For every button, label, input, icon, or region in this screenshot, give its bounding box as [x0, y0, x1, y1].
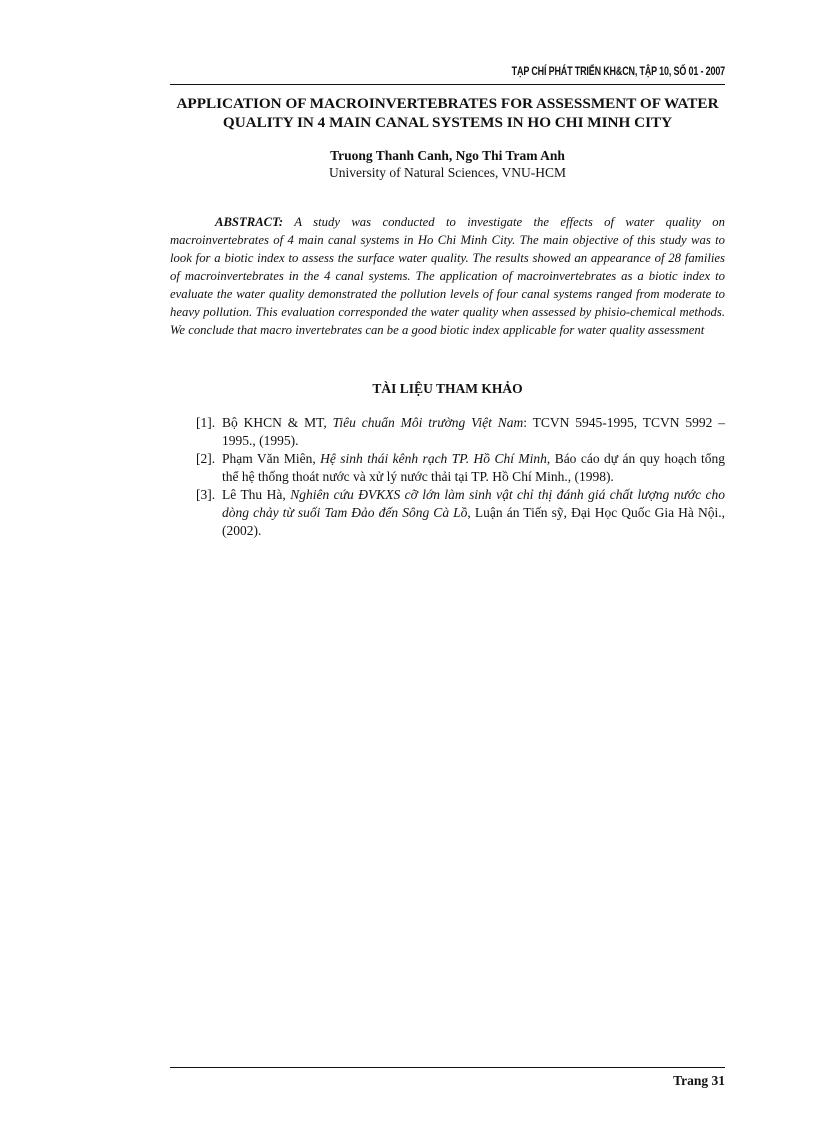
article-title: [170, 94, 725, 132]
page-number: Trang 31: [673, 1073, 725, 1088]
article-title-line-2: QUALITY IN 4 MAIN CANAL SYSTEMS IN HO CHI MINH CITY: [222, 114, 673, 131]
reference-list: [196, 414, 725, 540]
reference-item: [196, 486, 725, 540]
abstract-text: A study was conducted to investigate the effects of water quality on macroinvertebrates of 4 main canal systems in Ho Chi Minh City. The main objective of this study was to look for a biotic index to assess the surface water quality. The results showed an appearance of 28 families of macroinvertebrates in the 4 canal systems. The application of macroinvertebrates as a biotic index to evaluate the water quality demonstrated the pollution levels of four canal systems ranged from moderate to heavy pollution. This evaluation corresponded the water quality when assessed by phisio-chemical methods. We conclude that macro invertebrates can be a good biotic index applicable for water quality assessment: [170, 215, 725, 337]
reference-number: [3].: [196, 487, 216, 502]
journal-header: TẠP CHÍ PHÁT TRIỂN KH&CN, TẬP 10, SỐ 01 - 2007: [511, 66, 725, 78]
reference-title: Hệ sinh thái kênh rạch TP. Hồ Chí Minh: [320, 451, 547, 466]
authors: Truong Thanh Canh, Ngo Thi Tram Anh: [330, 148, 565, 163]
reference-number: [1].: [196, 415, 216, 430]
header-rule: [170, 84, 725, 85]
abstract-label: ABSTRACT:: [215, 215, 284, 229]
reference-details: , Luận án Tiến sỹ, Đại Học Quốc Gia Hà Nội., (2002).: [222, 505, 726, 538]
reference-details: : TCVN 5945-1995, TCVN 5992 – 1995., (1995).: [222, 415, 725, 448]
reference-details: , Báo cáo dự án quy hoạch tổng thể hệ thống thoát nước và xử lý nước thải tại TP. Hồ Chí Minh., (1998).: [222, 451, 725, 484]
article-title-line-1: APPLICATION OF MACROINVERTEBRATES FOR ASSESSMENT OF WATER: [176, 95, 719, 112]
reference-title: Tiêu chuẩn Môi trường Việt Nam: [332, 415, 524, 430]
reference-item: [196, 414, 725, 450]
references-heading: TÀI LIỆU THAM KHẢO: [372, 381, 523, 396]
abstract: [170, 213, 725, 339]
reference-authors: Lê Thu Hà,: [222, 487, 291, 502]
affiliation: University of Natural Sciences, VNU-HCM: [328, 165, 567, 180]
reference-authors: Bộ KHCN & MT,: [222, 415, 333, 430]
reference-item: [196, 450, 725, 486]
reference-authors: Phạm Văn Miên,: [222, 451, 321, 466]
footer-rule: [170, 1067, 725, 1068]
reference-title: Nghiên cứu ĐVKXS cỡ lớn làm sinh vật chỉ thị đánh giá chất lượng nước cho dòng chảy từ suối Tam Đảo đến Sông Cà Lồ: [222, 487, 726, 520]
reference-number: [2].: [196, 451, 216, 466]
